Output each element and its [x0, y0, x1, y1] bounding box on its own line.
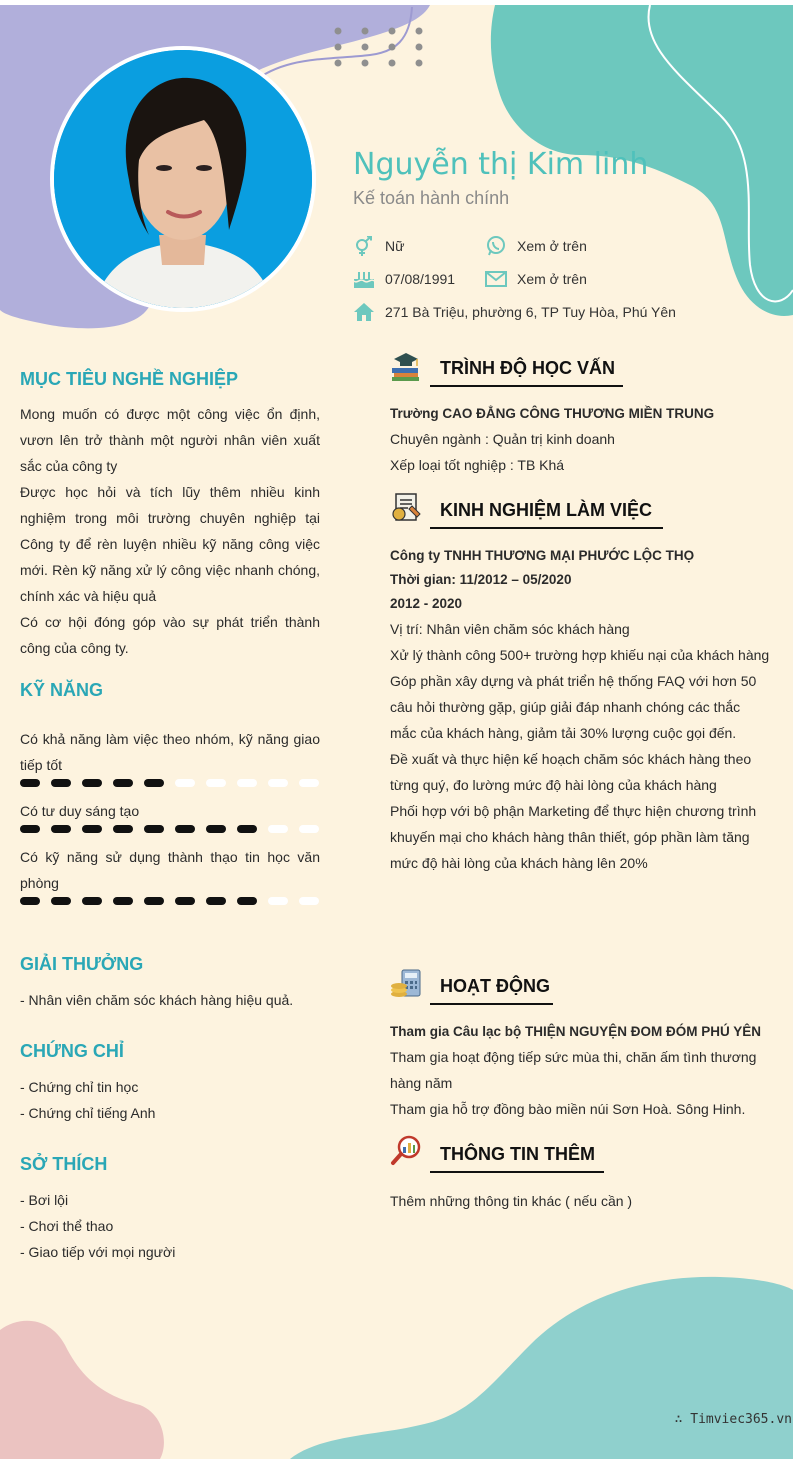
skill-dot-empty [299, 825, 319, 833]
objective-text [20, 401, 320, 661]
skill-label: Có kỹ năng sử dụng thành thạo tin học văn phòng [20, 849, 320, 891]
more-info-heading: THÔNG TIN THÊM [440, 1144, 595, 1164]
education-major: Chuyên ngành : Quản trị kinh doanh [390, 431, 615, 447]
skill-rating [20, 897, 319, 905]
activities-content [390, 1020, 770, 1122]
gender-info [353, 236, 404, 256]
skill-dot-filled [175, 897, 195, 905]
skill-dot-filled [20, 897, 40, 905]
gender-icon [353, 236, 375, 256]
work-period: Thời gian: 11/2012 – 05/2020 [390, 572, 572, 587]
experience-line: Đề xuất và thực hiện kế hoạch chăm sóc khách hàng theo từng quý, đo lường mức độ hài lòng của khách hàng [390, 751, 752, 793]
skill-dot-filled [51, 825, 71, 833]
email-info [485, 269, 587, 289]
list-item: - Chứng chỉ tin học [20, 1079, 139, 1095]
certificates-list [20, 1074, 155, 1126]
home-icon [353, 302, 375, 322]
skill-label: Có khả năng làm việc theo nhóm, kỹ năng giao tiếp tốt [20, 731, 320, 773]
skill-dot-filled [175, 825, 195, 833]
birthday-info [353, 269, 455, 289]
education-grade: Xếp loại tốt nghiệp : TB Khá [390, 457, 565, 473]
heading-underline [430, 385, 623, 387]
phone-info [485, 236, 587, 256]
skill-dot-empty [237, 779, 257, 787]
avatar [54, 50, 312, 308]
skill-dot-filled [82, 897, 102, 905]
address-info [353, 302, 676, 322]
skill-dot-filled [82, 825, 102, 833]
education-heading: TRÌNH ĐỘ HỌC VẤN [440, 358, 615, 378]
cake-icon [353, 269, 375, 289]
skill-dot-empty [299, 779, 319, 787]
skill-label: Có tư duy sáng tạo [20, 803, 140, 819]
education-content [390, 402, 770, 478]
experience-line: Xử lý thành công 500+ trường hợp khiếu nại của khách hàng [390, 647, 770, 663]
skill-dot-filled [237, 825, 257, 833]
skill-dot-empty [299, 897, 319, 905]
skill-dot-filled [20, 779, 40, 787]
skill-rating [20, 779, 319, 787]
objective-heading: MỤC TIÊU NGHỀ NGHIỆP [20, 369, 239, 389]
awards-list [20, 987, 293, 1013]
skill-dot-empty [268, 779, 288, 787]
activity-line: Tham gia hoạt động tiếp sức mùa thi, chăn ấm tình thương hàng năm [390, 1049, 757, 1091]
skill-dot-filled [206, 897, 226, 905]
skill-dot-filled [144, 825, 164, 833]
activities-heading: HOẠT ĐỘNG [440, 976, 550, 996]
job-title: Kế toán hành chính [353, 188, 510, 208]
whatsapp-icon [485, 236, 507, 256]
experience-line: Phối hợp với bộ phận Marketing để thực hiện chương trình khuyến mại cho khách hàng thân thiết, góp phần làm tăng mức độ hài lòng của khách hàng lên 20% [390, 803, 757, 871]
magnifier-chart-icon [390, 1135, 422, 1167]
awards-heading: GIẢI THƯỞNG [20, 954, 144, 974]
activity-line: Tham gia hỗ trợ đồng bào miền núi Sơn Hoà. Sông Hinh. [390, 1101, 746, 1117]
skill-dot-filled [113, 897, 133, 905]
list-item: - Giao tiếp với mọi người [20, 1244, 176, 1260]
heading-underline [430, 1003, 553, 1005]
work-document-icon [390, 492, 422, 524]
objective-paragraph: Được học hỏi và tích lũy thêm nhiều kinh nghiệm trong môi trường chuyên nghiệp tại Công ty để rèn luyện nhiều kỹ năng công việc mới. Rèn kỹ năng xử lý công việc nhanh chóng, chính xác và hiệu quả [20, 484, 320, 604]
hobbies-list [20, 1187, 175, 1265]
school-name: Trường CAO ĐẲNG CÔNG THƯƠNG MIỀN TRUNG [390, 406, 715, 421]
skill-dot-empty [206, 779, 226, 787]
experience-line: Góp phần xây dựng và phát triển hệ thống FAQ với hơn 50 câu hỏi thường gặp, giúp giải đáp nhanh chóng các thắc mắc của khách hàng, giảm tải 30% lượng cuộc gọi đến. [390, 673, 757, 741]
skill-dot-filled [144, 897, 164, 905]
gender-value: Nữ [385, 238, 405, 254]
activity-org: Tham gia Câu lạc bộ THIỆN NGUYỆN ĐOM ĐÓM PHÚ YÊN [390, 1024, 762, 1039]
mail-icon [485, 269, 507, 289]
skill-dot-filled [113, 825, 133, 833]
calculator-coins-icon [390, 968, 422, 1000]
heading-underline [430, 1171, 604, 1173]
skill-dot-filled [144, 779, 164, 787]
experience-content [390, 544, 770, 876]
list-item: - Bơi lội [20, 1192, 69, 1208]
list-item: - Chơi thể thao [20, 1218, 114, 1234]
skill-dot-empty [268, 825, 288, 833]
birthday-value: 07/08/1991 [385, 271, 456, 287]
brand-watermark[interactable]: ∴ Timviec365.vn [674, 1412, 792, 1427]
skills-heading: KỸ NĂNG [20, 680, 104, 700]
company-name: Công ty TNHH THƯƠNG MẠI PHƯỚC LỘC THỌ [390, 548, 695, 563]
list-item: - Chứng chỉ tiếng Anh [20, 1105, 156, 1121]
email-value: Xem ở trên [517, 271, 587, 287]
candidate-name: Nguyễn thị Kim linh [353, 147, 649, 182]
skill-dot-filled [51, 897, 71, 905]
more-info-text: Thêm những thông tin khác ( nếu cần ) [390, 1193, 633, 1209]
phone-value: Xem ở trên [517, 238, 587, 254]
skill-dot-filled [113, 779, 133, 787]
skill-rating [20, 825, 319, 833]
objective-paragraph: Có cơ hội đóng góp vào sự phát triển thành công của công ty. [20, 614, 320, 656]
experience-line: Vị trí: Nhân viên chăm sóc khách hàng [390, 621, 630, 637]
heading-underline [430, 527, 663, 529]
skill-dot-empty [175, 779, 195, 787]
skill-dot-filled [82, 779, 102, 787]
skill-dot-filled [237, 897, 257, 905]
list-item: - Nhân viên chăm sóc khách hàng hiệu quả. [20, 992, 294, 1008]
address-value: 271 Bà Triệu, phường 6, TP Tuy Hòa, Phú Yên [385, 304, 676, 320]
more-info-content [390, 1188, 770, 1214]
certificates-heading: CHỨNG CHỈ [20, 1041, 124, 1061]
skill-dot-filled [20, 825, 40, 833]
skill-dot-empty [268, 897, 288, 905]
experience-heading: KINH NGHIỆM LÀM VIỆC [440, 500, 653, 520]
work-years: 2012 - 2020 [390, 596, 463, 611]
hobbies-heading: SỞ THÍCH [20, 1154, 108, 1174]
objective-paragraph: Mong muốn có được một công việc ổn định, vươn lên trở thành một người nhân viên xuất sắc của công ty [20, 406, 320, 474]
skill-dot-filled [51, 779, 71, 787]
books-graduation-icon [390, 350, 422, 382]
skill-dot-filled [206, 825, 226, 833]
